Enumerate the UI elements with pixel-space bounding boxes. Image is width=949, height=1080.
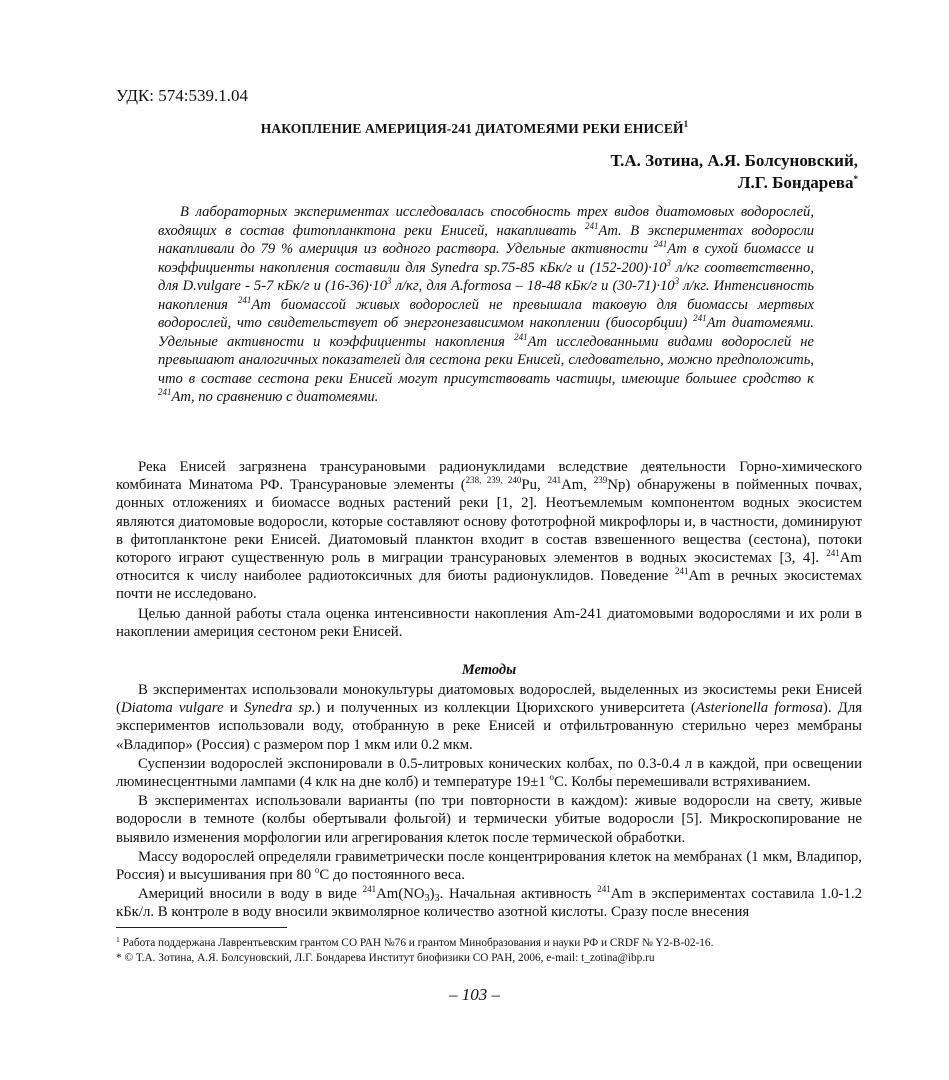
isotope-number: 241 xyxy=(547,475,562,486)
isotope-number: 241 xyxy=(653,239,668,249)
body-text xyxy=(116,458,862,923)
section-heading-methods: Методы xyxy=(461,662,517,679)
methods-paragraph-5 xyxy=(116,885,862,921)
footnote-1 xyxy=(116,936,862,951)
isotope-number: 241 xyxy=(514,331,528,342)
abstract-text: л/кг соответственно, для D.vulgare - 5-7 кБк/г и (16-36)·10 xyxy=(158,259,814,294)
body-text-run: ). Для экспериментов использовали воду, отобранную в реке Енисей и отфильтрованную стерильно через мембраны «Владипор» (Россия) с размером пор 1 мкм или 0.2 мкм. xyxy=(116,700,863,753)
isotope-number: 241 xyxy=(585,220,599,231)
authors-line-2 xyxy=(611,172,858,194)
authors xyxy=(611,150,858,194)
body-text-run: С до постоянного веса. xyxy=(319,867,465,884)
subscript-number: 3 xyxy=(434,893,440,905)
isotope-number: 241 xyxy=(826,548,840,559)
footnote-2: * © Т.А. Зотина, А.Я. Болсуновский, Л.Г. Бондарева Институт биофизики СО РАН, 2006, e-mail: t_zotina@ibp.ru xyxy=(116,951,655,964)
body-text-run: Am относится к числу наиболее радиотоксичных для биоты радионуклидов. Поведение xyxy=(116,550,862,585)
authors-line-2-text: Л.Г. Бондарева xyxy=(737,173,854,192)
body-text-run: Am в экспериментах составила 1.0-1.2 кБк/л. В контроле в воду вносили эквимолярное количество азотной кислоты. Сразу после внесения xyxy=(116,886,862,921)
body-text-run: Am(NO xyxy=(376,886,425,903)
body-text-run: В экспериментах использовали монокультуры диатомовых водорослей, выделенных из экосистемы реки Енисей ( xyxy=(116,682,862,717)
abstract-text: Am диатомеями. Удельные активности и коэффициенты накопления xyxy=(158,315,815,350)
paper-title xyxy=(100,121,849,137)
body-text-run: и xyxy=(223,700,244,717)
intro-paragraph-1 xyxy=(116,458,862,604)
exponent: 3 xyxy=(674,276,680,286)
subscript-number: 3 xyxy=(424,893,430,905)
methods-paragraph-1 xyxy=(116,681,862,754)
species-name: Asterionella formosa xyxy=(695,700,823,717)
species-name: Diatoma vulgare xyxy=(120,700,224,717)
body-text-run: Am, xyxy=(561,477,594,494)
body-text-run: Река Енисей загрязнена трансурановыми радионуклидами вследствие деятельности Горно-химического комбината Минатома РФ. Трансурановые элементы ( xyxy=(116,459,862,494)
abstract-text: Am исследованными видами водорослей не превышают аналогичных показателей для сестона реки Енисей, следовательно, можно предположить, что в составе сестона реки Енисей могут присутствовать частицы, имеющие большее сродство к xyxy=(158,333,814,387)
degree-mark: o xyxy=(549,772,554,783)
body-text-run: Pu, xyxy=(521,477,548,494)
body-text-run: С. Колбы перемешивали встряхиванием. xyxy=(553,774,811,791)
authors-mark: * xyxy=(853,174,858,184)
abstract xyxy=(158,203,814,407)
species-name: Synedra sp. xyxy=(243,700,316,717)
abstract-text: В лабораторных экспериментах исследовалась способность трех видов диатомовых водорослей, входящих в состав фитопланктона реки Енисей, накапливать xyxy=(158,204,814,239)
isotope-number: 241 xyxy=(675,566,689,577)
degree-mark: о xyxy=(314,865,320,876)
abstract-text: Am в сухой биомассе и коэффициенты накопления составили для Synedra sp.75-85 кБк/г и (152-200)·10 xyxy=(158,241,815,276)
isotope-number: 241 xyxy=(693,313,707,323)
abstract-text: Am. В экспериментах водоросли накапливали до 79 % америция из водного раствора. Удельные активности xyxy=(158,222,814,257)
title-footnote-mark: 1 xyxy=(683,119,689,129)
isotope-number: 238, 239, 240 xyxy=(465,475,522,486)
page-number: – 103 – xyxy=(449,985,500,1004)
abstract-text: л/кг, для A.formosa – 18-48 кБк/г и (30-71)·10 xyxy=(391,278,675,294)
body-text-run: ) и полученных из коллекции Цюрихского университета ( xyxy=(315,700,696,717)
title-text: НАКОПЛЕНИЕ АМЕРИЦИЯ-241 ДИАТОМЕЯМИ РЕКИ ЕНИСЕЙ xyxy=(260,121,684,136)
isotope-number: 241 xyxy=(597,884,611,895)
abstract-paragraph xyxy=(158,203,814,407)
abstract-text: Am биомассой живых водорослей не превышала таковую для биомассы мертвых водорослей, что свидетельствует об энергонезависимом накоплении (биосорбции) xyxy=(158,296,815,331)
footnote-1-mark: 1 xyxy=(116,935,120,944)
authors-line-1: Т.А. Зотина, А.Я. Болсуновский, xyxy=(610,151,858,170)
footnote-1-text: Работа поддержана Лаврентьевским грантом СО РАН №76 и грантом Минобразования и науки РФ и CRDF № Y2-B-02-16. xyxy=(119,937,714,949)
body-text-run: . Начальная активность xyxy=(439,886,598,903)
exponent: 3 xyxy=(666,257,671,268)
abstract-text: л/кг. Интенсивность накопления xyxy=(158,278,815,313)
isotope-number: 241 xyxy=(362,884,377,895)
body-text-run: Np) обнаружены в пойменных почвах, донных отложениях и биомассе водных растений реки [1, 2]. Неотъемлемым компонентом водных экосистем являются диатомовые водоросли, которые составляют основу фототрофной микрофлоры и, в частности, доминируют в фитопланктоне реки Енисей. Диатомовый планктон входит в состав взвешенного вещества (сестона), потоки которого играют существенную роль в миграции трансурановых элементов в водных экосистемах [3, 4]. xyxy=(116,477,863,567)
footnote-divider xyxy=(116,927,287,928)
isotope-number: 241 xyxy=(158,387,172,397)
methods-paragraph-4 xyxy=(116,848,862,884)
isotope-number: 239 xyxy=(593,475,608,486)
footnotes xyxy=(116,936,862,965)
body-text-run: Массу водорослей определяли гравиметрически после концентрирования клеток на мембранах (1 мкм, Владипор, Россия) и высушивания при 80 xyxy=(116,848,862,884)
methods-paragraph-3: В экспериментах использовали варианты (по три повторности в каждом): живые водоросли на свету, живые водоросли в темноте (колбы обертывали фольгой) и термически убитые водоросли [5]. Микроскопирование не выявило изменения морфологии или агрегирования клеток после термической обработки. xyxy=(116,793,862,846)
body-text-run: Am в речных экосистемах почти не исследовано. xyxy=(116,568,862,603)
body-text-run: Суспензии водорослей экспонировали в 0.5-литровых конических колбах, по 0.3-0.4 л в каждой, при освещении люминесцентными лампами (4 клк на дне колб) и температуре 19±1 xyxy=(116,755,862,791)
body-text-run: ) xyxy=(429,886,435,903)
exponent: 3 xyxy=(387,276,392,286)
intro-paragraph-2: Целью данной работы стала оценка интенсивности накопления Am-241 диатомовыми водорослями и их роли в накоплении америция сестоном реки Енисей. xyxy=(116,605,862,640)
udk-code: УДК: 574:539.1.04 xyxy=(116,86,248,105)
abstract-text: Am, по сравнению с диатомеями. xyxy=(171,389,379,405)
isotope-number: 241 xyxy=(237,294,252,305)
body-text-run: Америций вносили в воду в виде xyxy=(138,886,363,903)
methods-paragraph-2 xyxy=(116,755,862,791)
